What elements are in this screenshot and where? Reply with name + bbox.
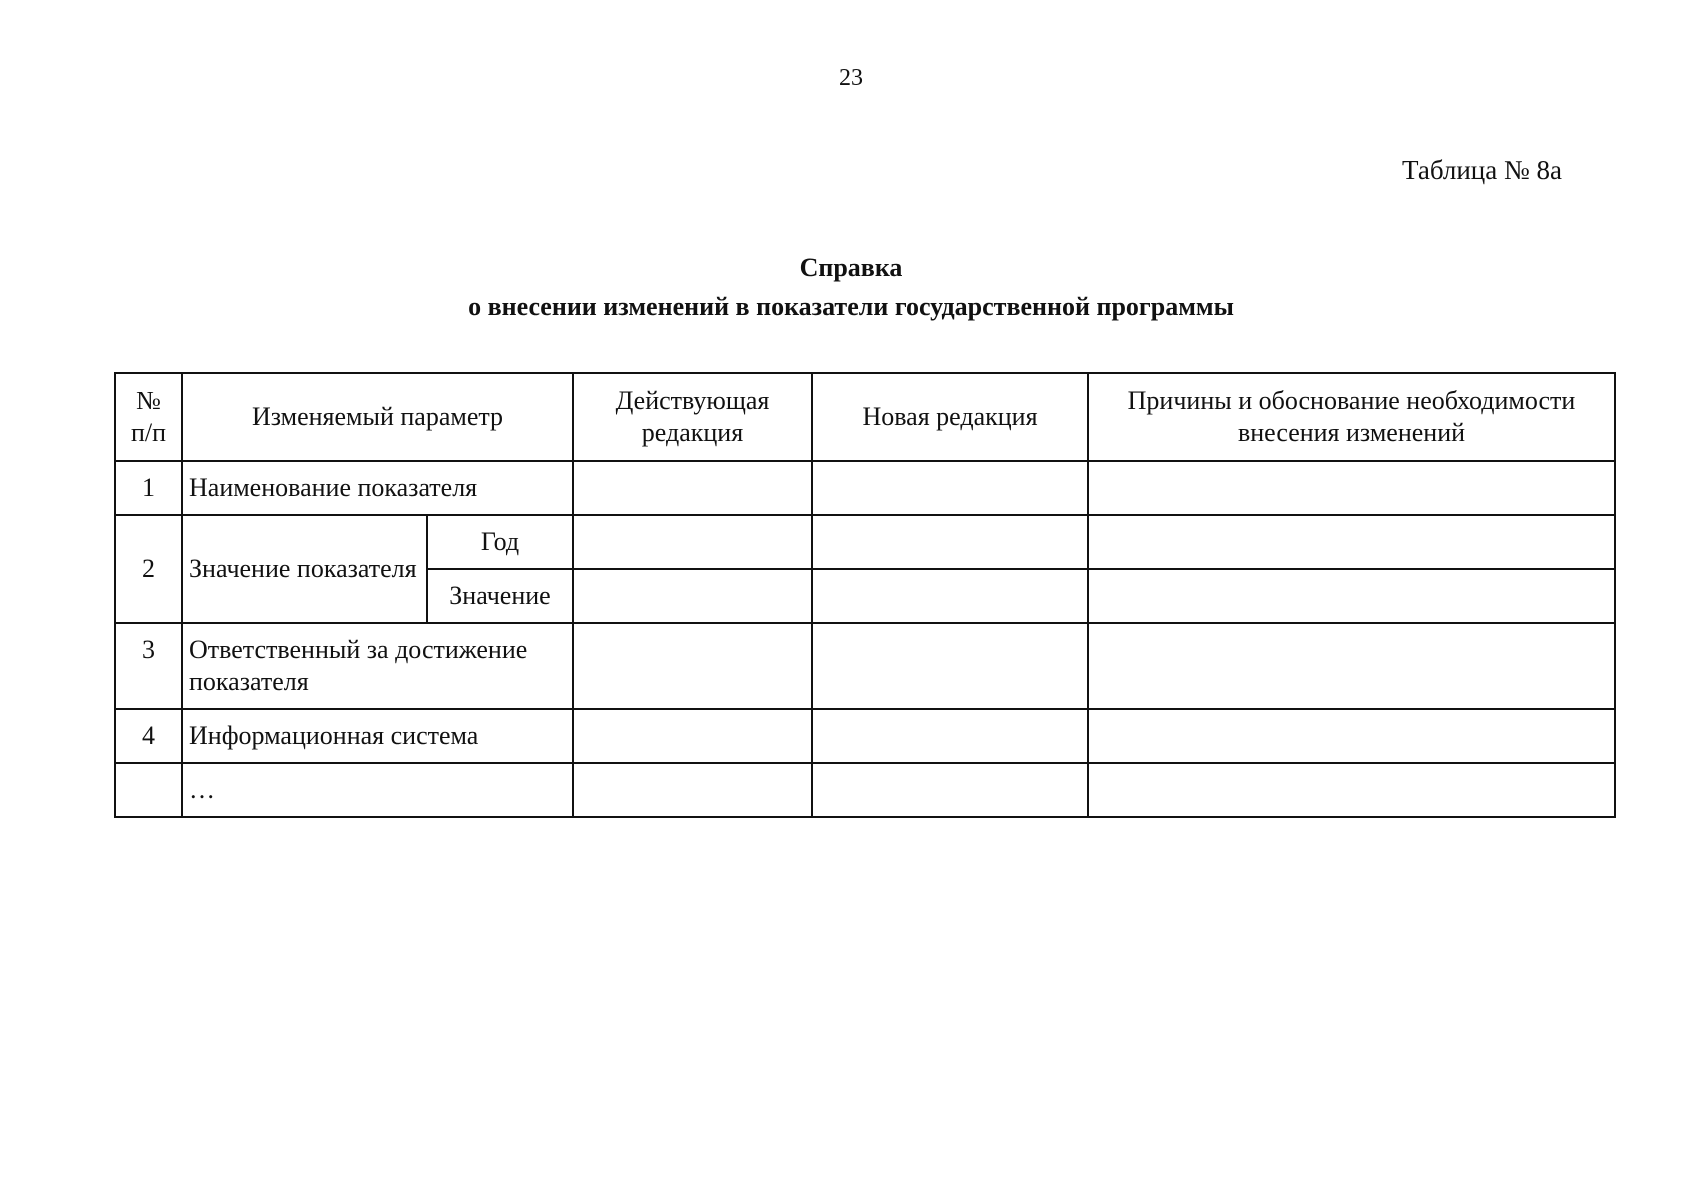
changes-table	[114, 372, 1616, 818]
table-row	[115, 709, 1615, 763]
row-param: Значение показателя	[182, 515, 427, 623]
cell-current[interactable]	[573, 515, 812, 569]
header-reasons: Причины и обоснование необходимости внесения изменений	[1088, 373, 1615, 461]
header-current: Действующая редакция	[573, 373, 812, 461]
cell-current[interactable]	[573, 763, 812, 817]
row-number	[115, 763, 182, 817]
cell-reasons[interactable]	[1088, 461, 1615, 515]
cell-reasons[interactable]	[1088, 623, 1615, 709]
table-label: Таблица № 8а	[1402, 155, 1562, 185]
row-subparam-value: Значение	[427, 569, 573, 623]
row-number: 2	[115, 515, 182, 623]
cell-current[interactable]	[573, 709, 812, 763]
cell-current[interactable]	[573, 623, 812, 709]
row-param-ellipsis: …	[182, 763, 573, 817]
header-param: Изменяемый параметр	[182, 373, 573, 461]
cell-current[interactable]	[573, 569, 812, 623]
cell-new[interactable]	[812, 515, 1088, 569]
cell-current[interactable]	[573, 461, 812, 515]
table-row	[115, 515, 1615, 569]
cell-new[interactable]	[812, 709, 1088, 763]
row-number: 3	[115, 623, 182, 709]
document-title	[0, 248, 1702, 326]
header-num: № п/п	[115, 373, 182, 461]
cell-reasons[interactable]	[1088, 569, 1615, 623]
document-title-line-1: Справка	[799, 253, 903, 282]
table-header-row	[115, 373, 1615, 461]
cell-new[interactable]	[812, 461, 1088, 515]
row-param: Информационная система	[182, 709, 573, 763]
page-number: 23	[839, 65, 863, 91]
row-subparam-year: Год	[427, 515, 573, 569]
table-row	[115, 763, 1615, 817]
table-row	[115, 461, 1615, 515]
row-number: 1	[115, 461, 182, 515]
cell-reasons[interactable]	[1088, 709, 1615, 763]
document-title-line-2: о внесении изменений в показатели государственной программы	[468, 292, 1234, 321]
row-param: Наименование показателя	[182, 461, 573, 515]
row-number: 4	[115, 709, 182, 763]
header-new: Новая редакция	[812, 373, 1088, 461]
cell-new[interactable]	[812, 763, 1088, 817]
row-param: Ответственный за достижение показателя	[182, 623, 573, 709]
cell-reasons[interactable]	[1088, 515, 1615, 569]
cell-reasons[interactable]	[1088, 763, 1615, 817]
cell-new[interactable]	[812, 569, 1088, 623]
table-row	[115, 623, 1615, 709]
cell-new[interactable]	[812, 623, 1088, 709]
